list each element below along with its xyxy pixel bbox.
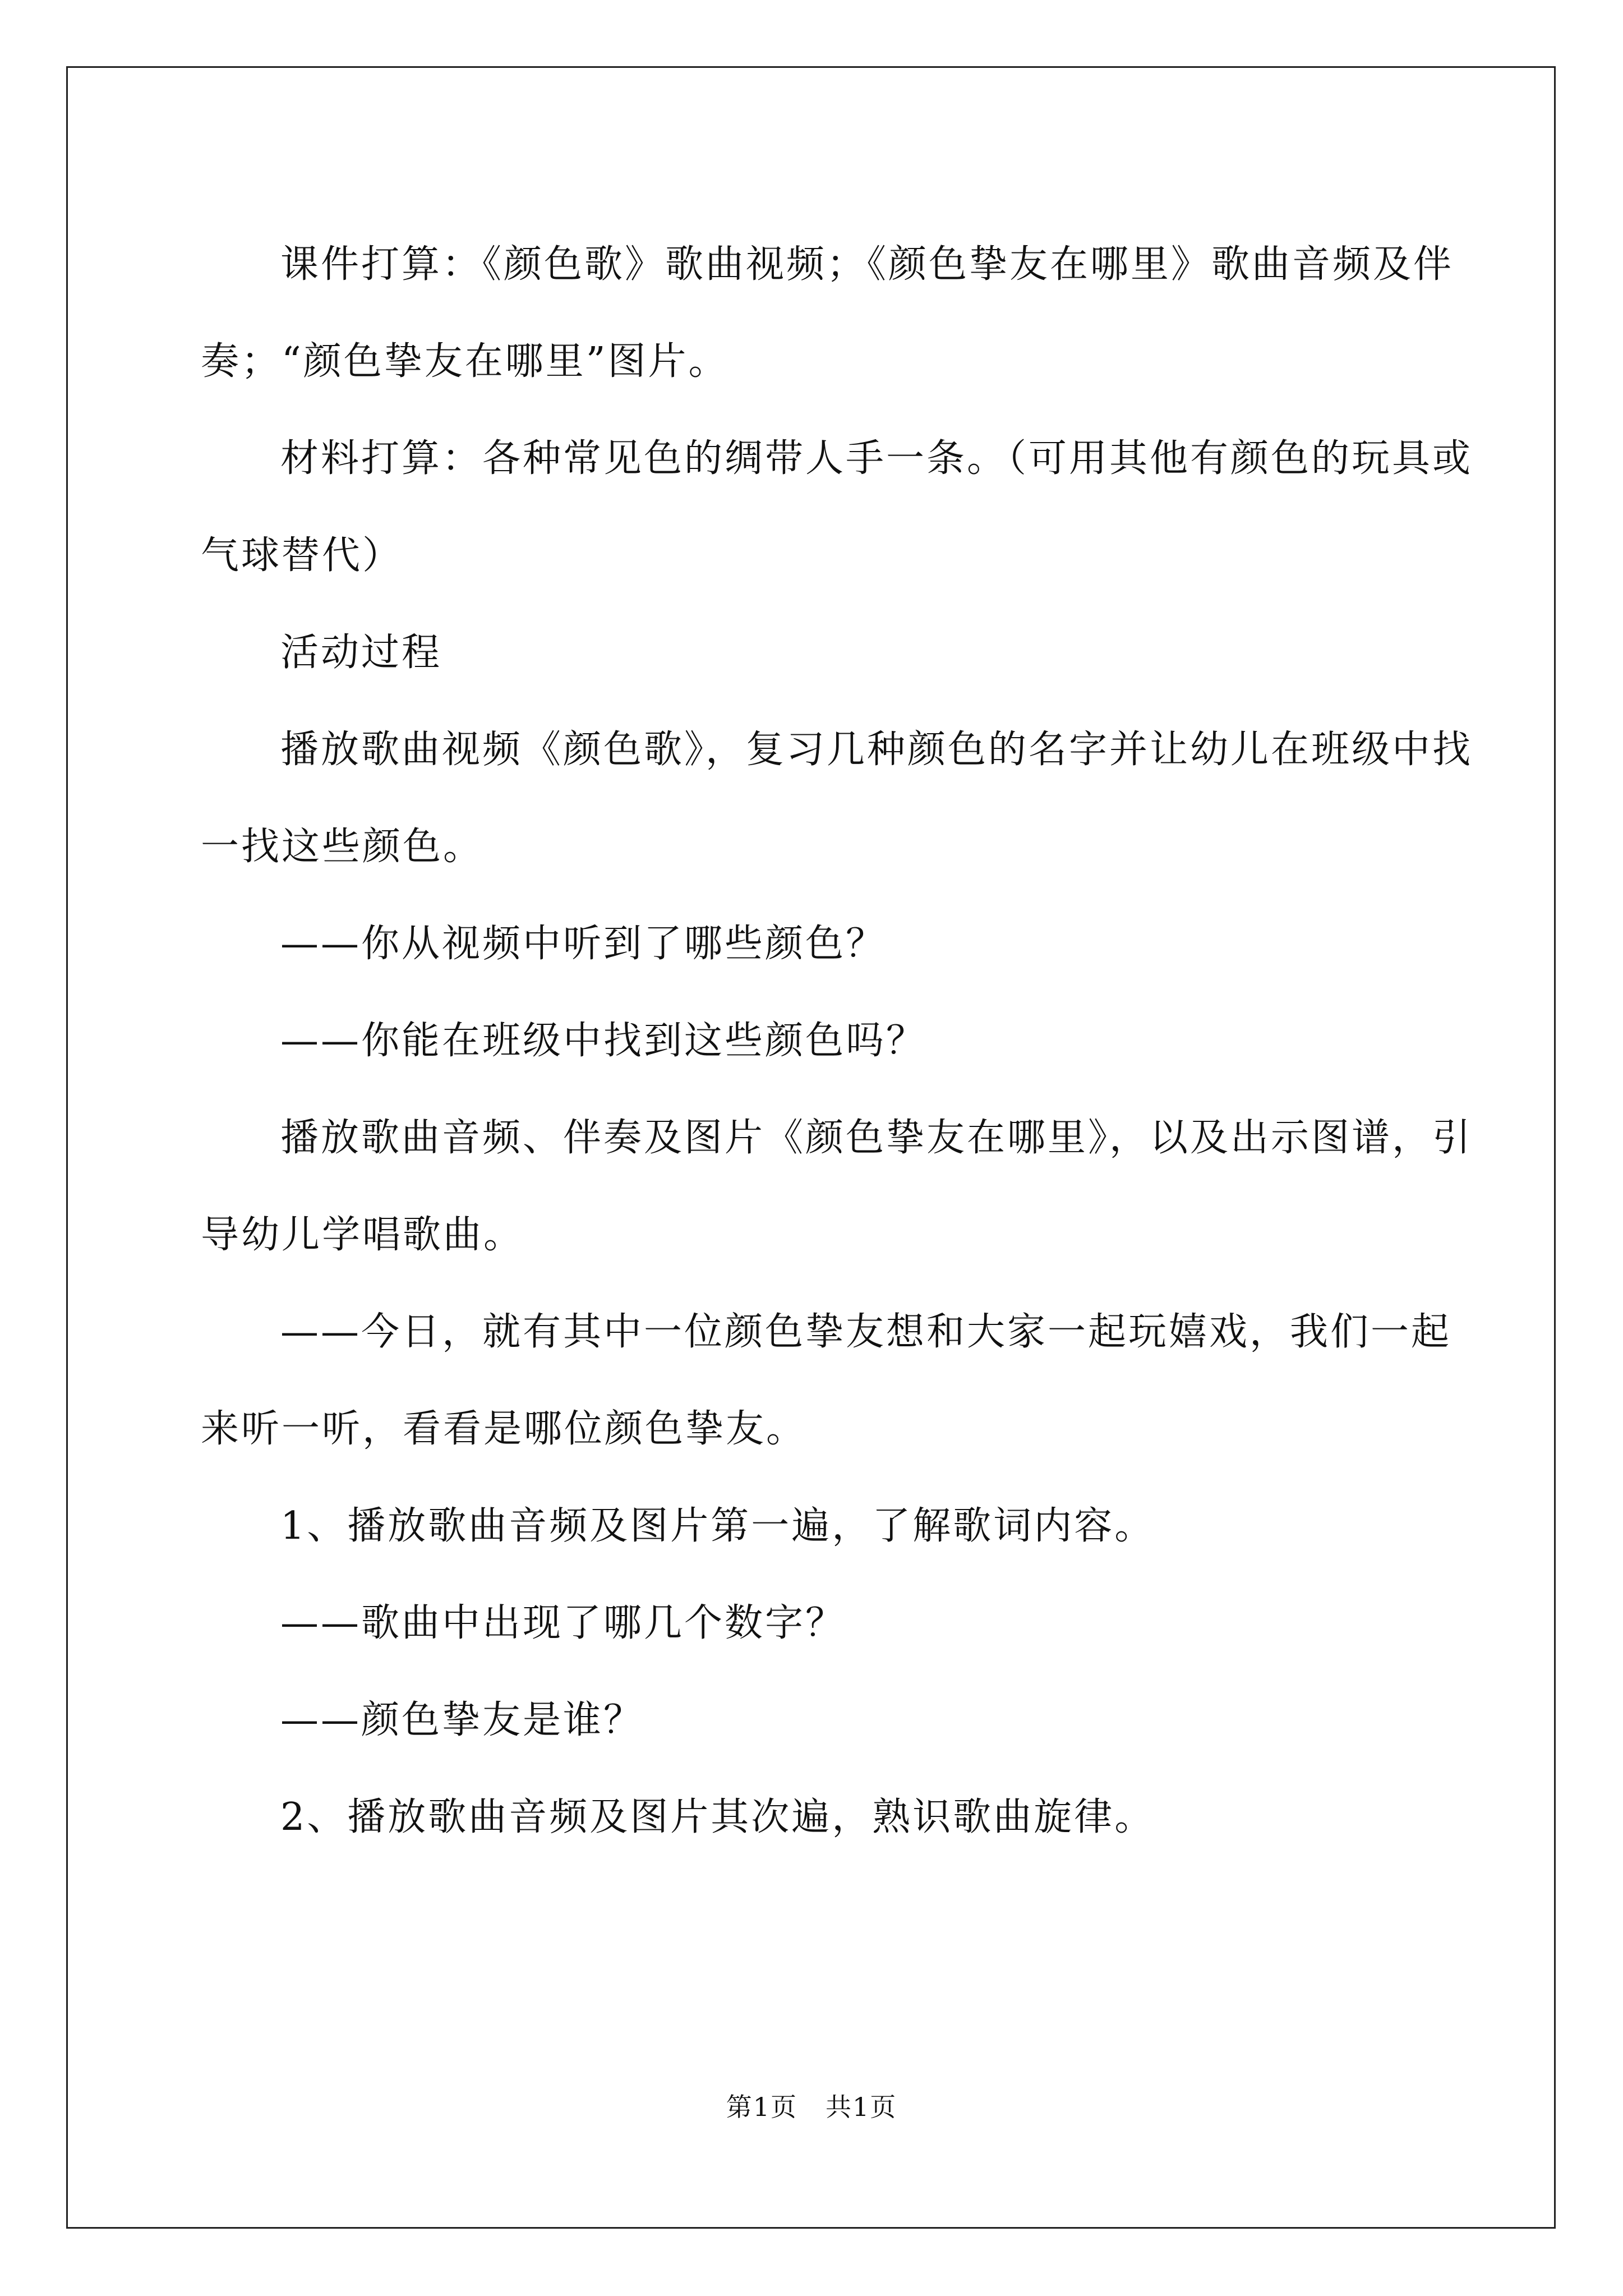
paragraph: 课件打算：《颜色歌》歌曲视频；《颜色挚友在哪里》歌曲音频及伴奏；“颜色挚友在哪里”图片。 <box>201 242 1454 384</box>
paragraph: 材料打算：各种常见色的绸带人手一条。（可用其他有颜色的玩具或气球替代） <box>201 436 1473 578</box>
section-heading: 活动过程 <box>280 631 442 675</box>
page-total: 共1页 <box>826 2092 897 2122</box>
paragraph: 播放歌曲音频、伴奏及图片《颜色挚友在哪里》，以及出示图谱，引导幼儿学唱歌曲。 <box>201 1116 1473 1257</box>
question-item: ——你能在班级中找到这些颜色吗？ <box>280 1019 927 1063</box>
page-number: 第1页 <box>726 2092 797 2122</box>
paragraph: 播放歌曲视频《颜色歌》，复习几种颜色的名字并让幼儿在班级中找一找这些颜色。 <box>201 728 1473 869</box>
question-item: ——你从视频中听到了哪些颜色？ <box>280 922 887 966</box>
page-footer <box>0 2087 1623 2124</box>
document-body <box>201 216 1474 1866</box>
question-item: ——今日，就有其中一位颜色挚友想和大家一起玩嬉戏，我们一起来听一听，看看是哪位颜色挚友。 <box>201 1310 1452 1451</box>
question-item: ——歌曲中出现了哪几个数字？ <box>280 1601 846 1645</box>
step-item: 1、播放歌曲音频及图片第一遍，了解歌词内容。 <box>280 1504 1155 1548</box>
question-item: ——颜色挚友是谁？ <box>280 1698 644 1742</box>
step-item: 2、播放歌曲音频及图片其次遍，熟识歌曲旋律。 <box>280 1795 1155 1839</box>
